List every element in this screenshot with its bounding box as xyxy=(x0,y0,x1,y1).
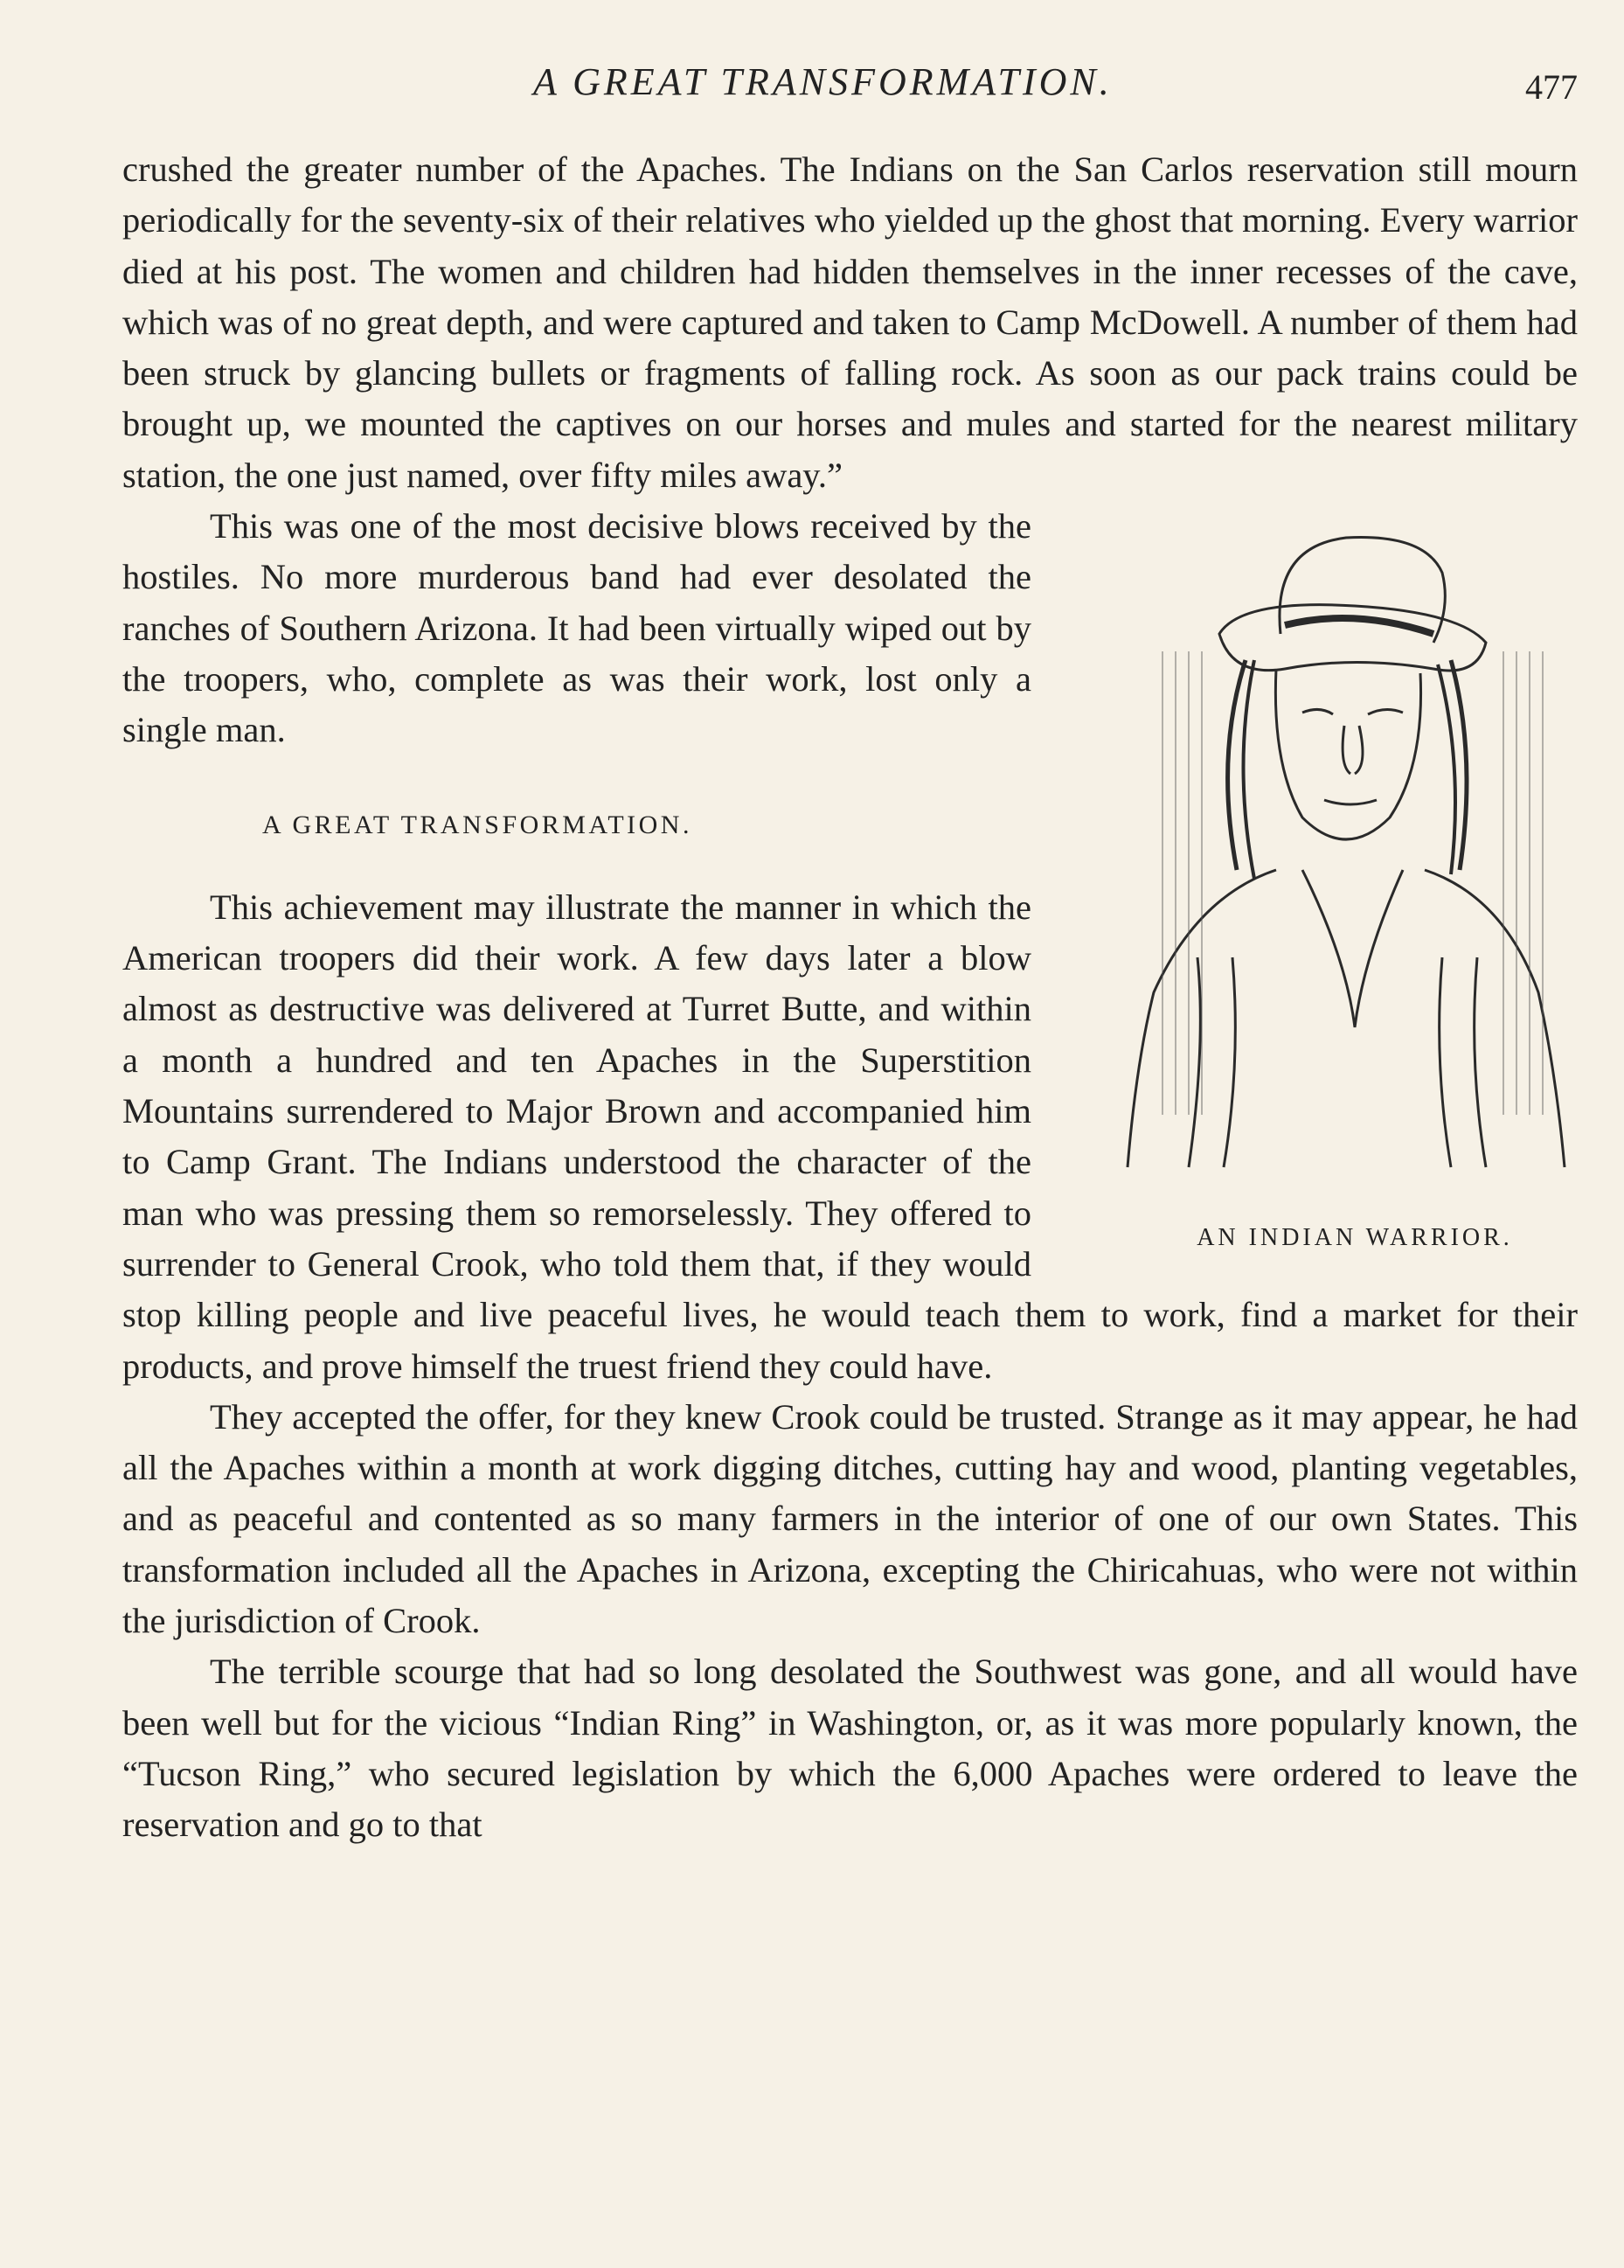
section-heading: A GREAT TRANSFORMATION. xyxy=(262,810,692,839)
running-title: A GREAT TRANSFORMATION. xyxy=(533,60,1113,103)
paragraph-2: This was one of the most decisive blows received by the hostiles. No more murderous band had ever desolated the ranches of Southern Arizona. It had been virtually wiped out by the troopers, who, complete as was their work, lost only a single man. xyxy=(122,506,1031,750)
page-header xyxy=(122,59,1578,121)
paragraph-1: crushed the greater number of the Apaches. The Indians on the San Carlos reservation still mourn periodically for the seventy-six of their relatives who yielded up the ghost that morning. Every warrior died at his post. The women and children had hidden themselves in the inner recesses of the cave, which was of no great depth, and were captured and taken to Camp McDowell. A number of them had been struck by glancing bullets or fragments of falling rock. As soon as our pack trains could be brought up, we mounted the captives on our horses and mules and started for the nearest military station, the one just named, over fifty miles away.” xyxy=(122,150,1578,495)
paragraph-4: They accepted the offer, for they knew Crook could be trusted. Strange as it may appear, he had all the Apaches within a month at work digging ditches, cutting hay and wood, planting vegetables, and as peaceful and contented as so many farmers in the interior of one of our own States. This transformation included all the Apaches in Arizona, excepting the Chiricahuas, who were not within the jurisdiction of Crook. xyxy=(122,1396,1578,1641)
paragraph-5: The terrible scourge that had so long desolated the Southwest was gone, and all would have been well but for the vicious “Indian Ring” in Washington, or, as it was more popularly known, the “Tucson Ring,” who secured legislation by which the 6,000 Apaches were ordered to leave the reservation and go to that xyxy=(122,1652,1578,1845)
figure-indian-warrior xyxy=(1066,503,1578,1263)
figure-caption: AN INDIAN WARRIOR. xyxy=(1197,1223,1513,1251)
body-text xyxy=(122,144,1578,1851)
paragraph-3: This achievement may illustrate the manner in which the American troopers did their work. A few days later a blow almost as destructive was delivered at Turret Butte, and within a month a hundred and ten Apaches in the Superstition Mountains surrendered to Major Brown and accompanied him to Camp Grant. The Indians understood the character of the man who was pressing them so remorselessly. They offered to surrender to General Crook, who told them that, if they would stop killing people and live peaceful lives, he would teach them to work, find a market for their products, and prove himself the truest friend they could have. xyxy=(122,887,1578,1386)
page-number: 477 xyxy=(1525,67,1578,107)
indian-warrior-engraving xyxy=(1066,503,1578,1202)
